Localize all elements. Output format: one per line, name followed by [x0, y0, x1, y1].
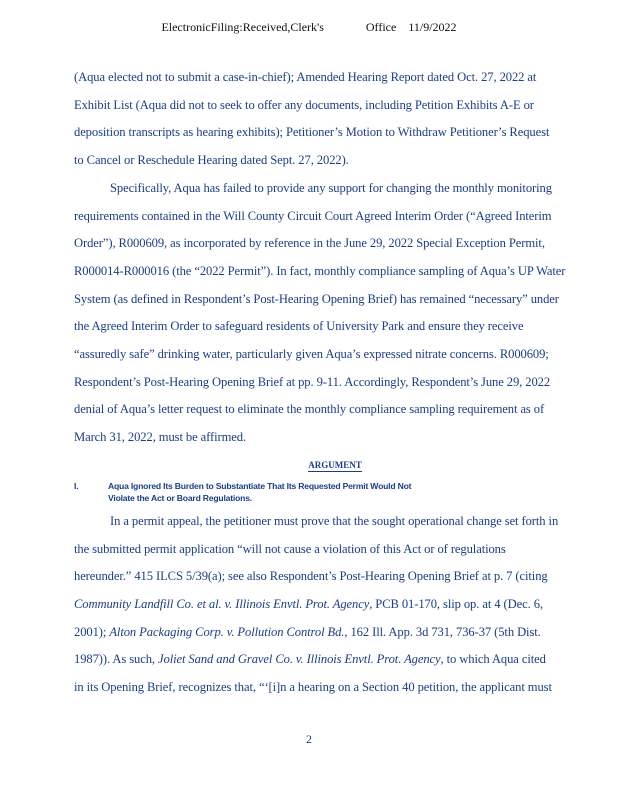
section-heading [74, 480, 596, 508]
section-title-line1: Aqua Ignored Its Burden to Substantiate That Its Requested Permit Would Not [108, 480, 412, 491]
document-body [74, 64, 596, 702]
section-number: I. [74, 480, 79, 491]
text-line: in its Opening Brief, recognizes that, “‘[i]n a hearing on a Section 40 petition, the applicant must [74, 680, 552, 695]
text-line: System (as defined in Respondent’s Post-Hearing Opening Brief) has remained “necessary” under [74, 291, 559, 306]
citation-text: , PCB 01-170, slip op. at 4 (Dec. 6, [369, 596, 543, 611]
text-line: denial of Aqua’s letter request to eliminate the monthly compliance sampling requirement as of [74, 402, 545, 417]
paragraph-continued [74, 64, 596, 175]
text-line: deposition transcripts as hearing exhibits); Petitioner’s Motion to Withdraw Petitioner’s Request [74, 125, 550, 140]
citation-text: , 162 Ill. App. 3d 731, 736-37 (5th Dist. [344, 624, 541, 639]
filing-stamp-header [0, 20, 618, 35]
text-line: “assuredly safe” drinking water, particularly given Aqua’s expressed nitrate concerns. R000609; [74, 347, 549, 362]
case-citation: Community Landfill Co. et al. v. Illinois Envtl. Prot. Agency [74, 596, 370, 611]
paragraph-specifically [74, 175, 596, 452]
text-line [74, 619, 596, 647]
case-citation: Alton Packaging Corp. v. Pollution Control Bd. [109, 624, 345, 639]
argument-heading [74, 460, 596, 470]
text-line: R000014-R000016 (the “2022 Permit”). In fact, monthly compliance sampling of Aqua’s UP Water [74, 263, 566, 278]
office-label: Office [365, 20, 397, 34]
citation-text: , to which Aqua cited [440, 652, 546, 667]
case-citation: Joliet Sand and Gravel Co. v. Illinois Envtl. Prot. Agency [158, 652, 441, 667]
text-line: Specifically, Aqua has failed to provide any support for changing the monthly monitoring [110, 180, 552, 195]
section-title-line2: Violate the Act or Board Regulations. [108, 492, 252, 503]
text-line: In a permit appeal, the petitioner must prove that the sought operational change set forth in [110, 513, 559, 528]
text-line: (Aqua elected not to submit a case-in-chief); Amended Hearing Report dated Oct. 27, 2022 at [74, 70, 537, 84]
text-line: the Agreed Interim Order to safeguard residents of University Park and ensure they receive [74, 319, 524, 334]
paragraph-permit-appeal [74, 508, 596, 702]
page-number: 2 [306, 732, 312, 746]
citation-text: 2001); [74, 624, 110, 639]
filing-label: ElectronicFiling:Received,Clerk's [161, 20, 324, 34]
text-line: Exhibit List (Aqua did not to seek to offer any documents, including Petition Exhibits A-E or [74, 97, 534, 112]
argument-heading-text: ARGUMENT [308, 459, 362, 470]
text-line: the submitted permit application “will not cause a violation of this Act or of regulations [74, 541, 506, 556]
text-line: requirements contained in the Will County Circuit Court Agreed Interim Order (“Agreed Interim [74, 208, 552, 223]
filing-date: 11/9/2022 [408, 20, 457, 34]
text-line: Respondent’s Post-Hearing Opening Brief at pp. 9-11. Accordingly, Respondent’s June 29, 2022 [74, 374, 551, 389]
citation-text: 1987)). As such, [74, 652, 159, 667]
text-line: March 31, 2022, must be affirmed. [74, 430, 247, 445]
text-line [74, 646, 596, 674]
text-line: to Cancel or Reschedule Hearing dated Sept. 27, 2022). [74, 153, 349, 168]
text-line: hereunder.” 415 ILCS 5/39(a); see also Respondent’s Post-Hearing Opening Brief at p. 7 (citing [74, 569, 548, 584]
text-line: Order”), R000609, as incorporated by reference in the June 29, 2022 Special Exception Permit, [74, 236, 545, 251]
text-line [74, 591, 596, 619]
